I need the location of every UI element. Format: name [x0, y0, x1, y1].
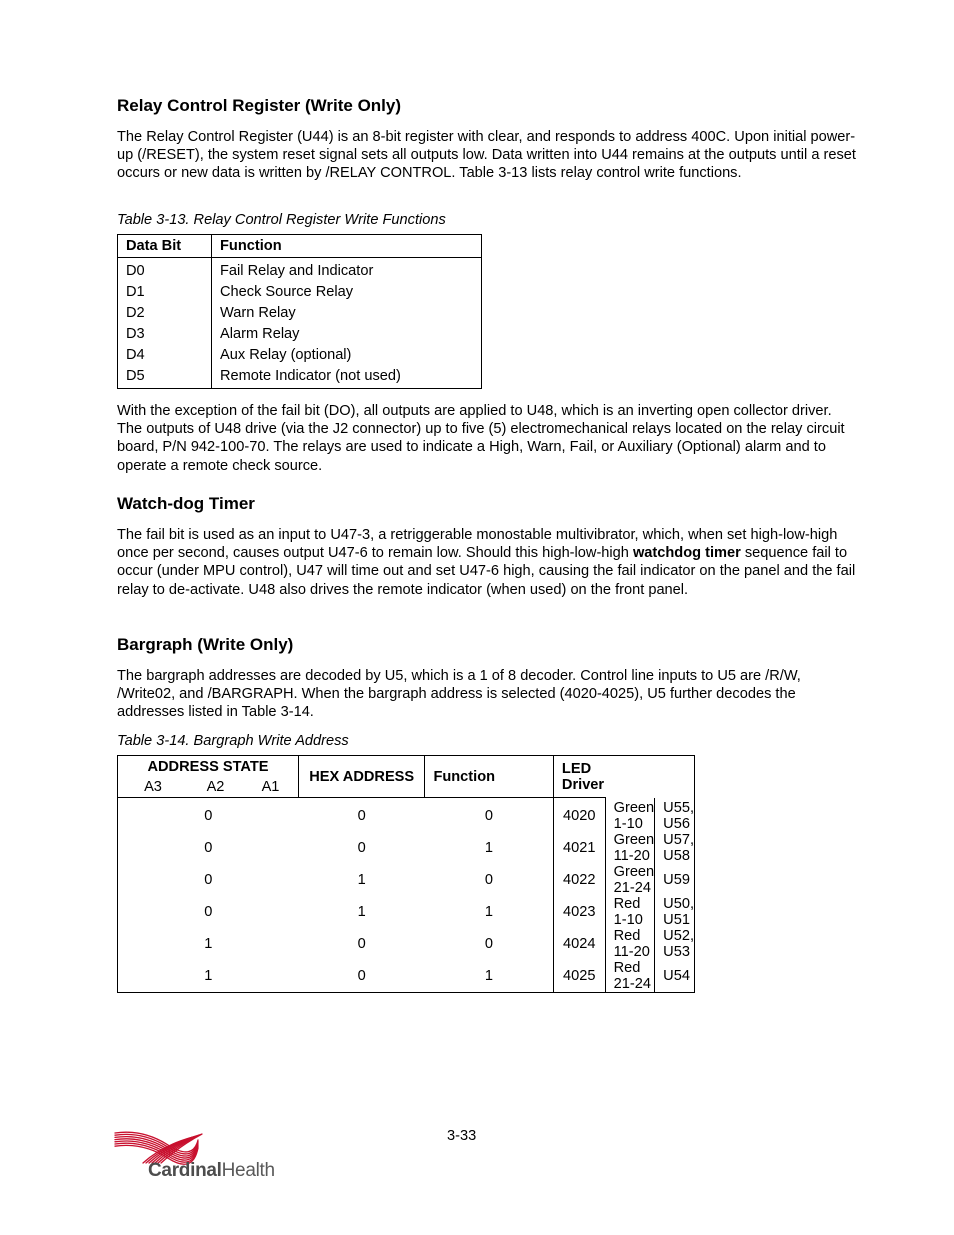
hex-address-cell: 4020 — [553, 798, 605, 832]
a2-cell: 1 — [357, 903, 366, 920]
relay-functions-table — [117, 234, 482, 389]
function-cell: Green 1-10 — [605, 798, 655, 832]
led-driver-cell: U57, U58 — [663, 831, 694, 864]
a1-cell: 0 — [425, 928, 553, 960]
led-driver-cell: U59 — [663, 871, 690, 888]
hex-address-header: HEX ADDRESS — [299, 756, 425, 798]
table-row — [118, 960, 695, 993]
a3-cell: 1 — [204, 967, 213, 984]
a1-cell: 1 — [425, 960, 553, 993]
section-heading-watchdog: Watch-dog Timer — [117, 494, 255, 513]
a2-cell: 0 — [357, 807, 366, 824]
a1-cell: 0 — [425, 798, 553, 832]
table-3-14-caption: Table 3-14. Bargraph Write Address — [117, 733, 349, 749]
table-row — [118, 896, 695, 928]
hex-address-cell: 4023 — [553, 896, 605, 928]
function-cell: Red 1-10 — [605, 896, 655, 928]
bargraph-table-body — [118, 798, 695, 993]
function-cell: Remote Indicator (not used) — [220, 367, 401, 384]
table-row — [118, 302, 482, 323]
address-state-title: ADDRESS STATE — [147, 759, 269, 775]
page-number: 3-33 — [447, 1128, 477, 1144]
a3-cell: 0 — [204, 807, 213, 824]
table-header-data-bit: Data Bit — [118, 235, 212, 258]
address-state-header — [118, 756, 299, 798]
function-cell: Alarm Relay — [220, 325, 300, 342]
data-bit-cell: D5 — [118, 365, 212, 389]
data-bit-cell: D2 — [118, 302, 212, 323]
a3-cell: 0 — [204, 839, 213, 856]
subheader-a3: A3 — [144, 779, 162, 795]
function-cell: Aux Relay (optional) — [220, 346, 352, 363]
function-cell: Warn Relay — [220, 304, 296, 321]
table-row — [118, 281, 482, 302]
function-header: Function — [425, 756, 553, 798]
table-row — [118, 832, 695, 864]
table-3-13-caption: Table 3-13. Relay Control Register Write Functions — [117, 212, 446, 228]
data-bit-cell: D1 — [118, 281, 212, 302]
table-row — [118, 864, 695, 896]
data-bit-cell: D4 — [118, 344, 212, 365]
table-row — [118, 323, 482, 344]
section-heading-bargraph: Bargraph (Write Only) — [117, 635, 294, 654]
address-bits-subheader — [118, 777, 298, 797]
table-row — [118, 258, 482, 282]
table-row — [118, 365, 482, 389]
paragraph-relay-control: The Relay Control Register (U44) is an 8-bit register with clear, and responds to address 400C. Upon initial power-up (/RESET), the system reset signal sets all outputs low. Data written into U44 remains at the outputs until a reset occurs or new data is written by /RELAY CONTROL. Table 3-13 lists relay control write functions. — [117, 129, 856, 182]
table-row — [118, 928, 695, 960]
a3-cell: 1 — [204, 935, 213, 952]
a1-cell: 0 — [425, 864, 553, 896]
table-header-function: Function — [212, 235, 482, 258]
a2-cell: 0 — [357, 935, 366, 952]
hex-address-cell: 4021 — [553, 832, 605, 864]
function-cell: Check Source Relay — [220, 283, 354, 300]
logo-wordmark — [148, 1160, 275, 1182]
watchdog-text-b: sequence fail to occur (under MPU control), U47 will time out and set U47-6 high, causing the fail indicator on the panel and the fail relay to de-activate. U48 also drives the remote indicator (when used) on the front panel. — [117, 545, 856, 598]
data-bit-cell: D0 — [118, 258, 212, 282]
paragraph-relay-outputs: With the exception of the fail bit (DO), all outputs are applied to U48, which is an inverting open collector driver. The outputs of U48 drive (via the J2 connector) up to five (5) electromechanical relays located on the relay circuit board, P/N 942-100-70. The relays are used to indicate a High, Warn, Fail, or Auxiliary (Optional) alarm and to operate a remote check source. — [117, 403, 845, 474]
hex-address-cell: 4025 — [553, 960, 605, 993]
led-driver-cell: U55, U56 — [663, 799, 694, 832]
data-bit-cell: D3 — [118, 323, 212, 344]
a2-cell: 0 — [357, 967, 366, 984]
a3-cell: 0 — [204, 903, 213, 920]
table-row — [118, 798, 695, 832]
subheader-a1: A1 — [261, 779, 280, 795]
function-cell: Red 11-20 — [605, 928, 655, 960]
table-row — [118, 344, 482, 365]
function-cell: Red 21-24 — [605, 960, 655, 993]
subheader-a2: A2 — [206, 779, 225, 795]
watchdog-bold-term: watchdog timer — [632, 545, 741, 562]
led-driver-cell: U52, U53 — [663, 927, 694, 960]
hex-address-cell: 4024 — [553, 928, 605, 960]
function-cell: Green 21-24 — [605, 864, 655, 896]
paragraph-watchdog — [117, 526, 857, 599]
bargraph-address-table — [117, 755, 695, 993]
a3-cell: 0 — [204, 871, 213, 888]
logo-wordmark-light: Health — [221, 1160, 275, 1181]
a1-cell: 1 — [425, 896, 553, 928]
section-heading-relay-control: Relay Control Register (Write Only) — [117, 96, 402, 115]
led-driver-header: LED Driver — [553, 756, 605, 798]
logo-wordmark-bold: Cardinal — [148, 1160, 222, 1181]
a1-cell: 1 — [425, 832, 553, 864]
hex-address-cell: 4022 — [553, 864, 605, 896]
a2-cell: 0 — [357, 839, 366, 856]
led-driver-cell: U50, U51 — [663, 895, 694, 928]
watchdog-text-a: The fail bit is used as an input to U47-3, a retriggerable monostable multivibrator, which, when set high-low-high once per second, causes output U47-6 to remain low. Should this high-low-high — [117, 527, 838, 562]
function-cell: Fail Relay and Indicator — [220, 262, 374, 279]
function-cell: Green 11-20 — [605, 832, 655, 864]
a2-cell: 1 — [357, 871, 366, 888]
led-driver-cell: U54 — [663, 967, 690, 984]
paragraph-bargraph: The bargraph addresses are decoded by U5, which is a 1 of 8 decoder. Control line inputs to U5 are /R/W, /Write02, and /BARGRAPH. When the bargraph address is selected (4020-4025), U5 further decodes the addresses listed in Table 3-14. — [117, 668, 801, 721]
